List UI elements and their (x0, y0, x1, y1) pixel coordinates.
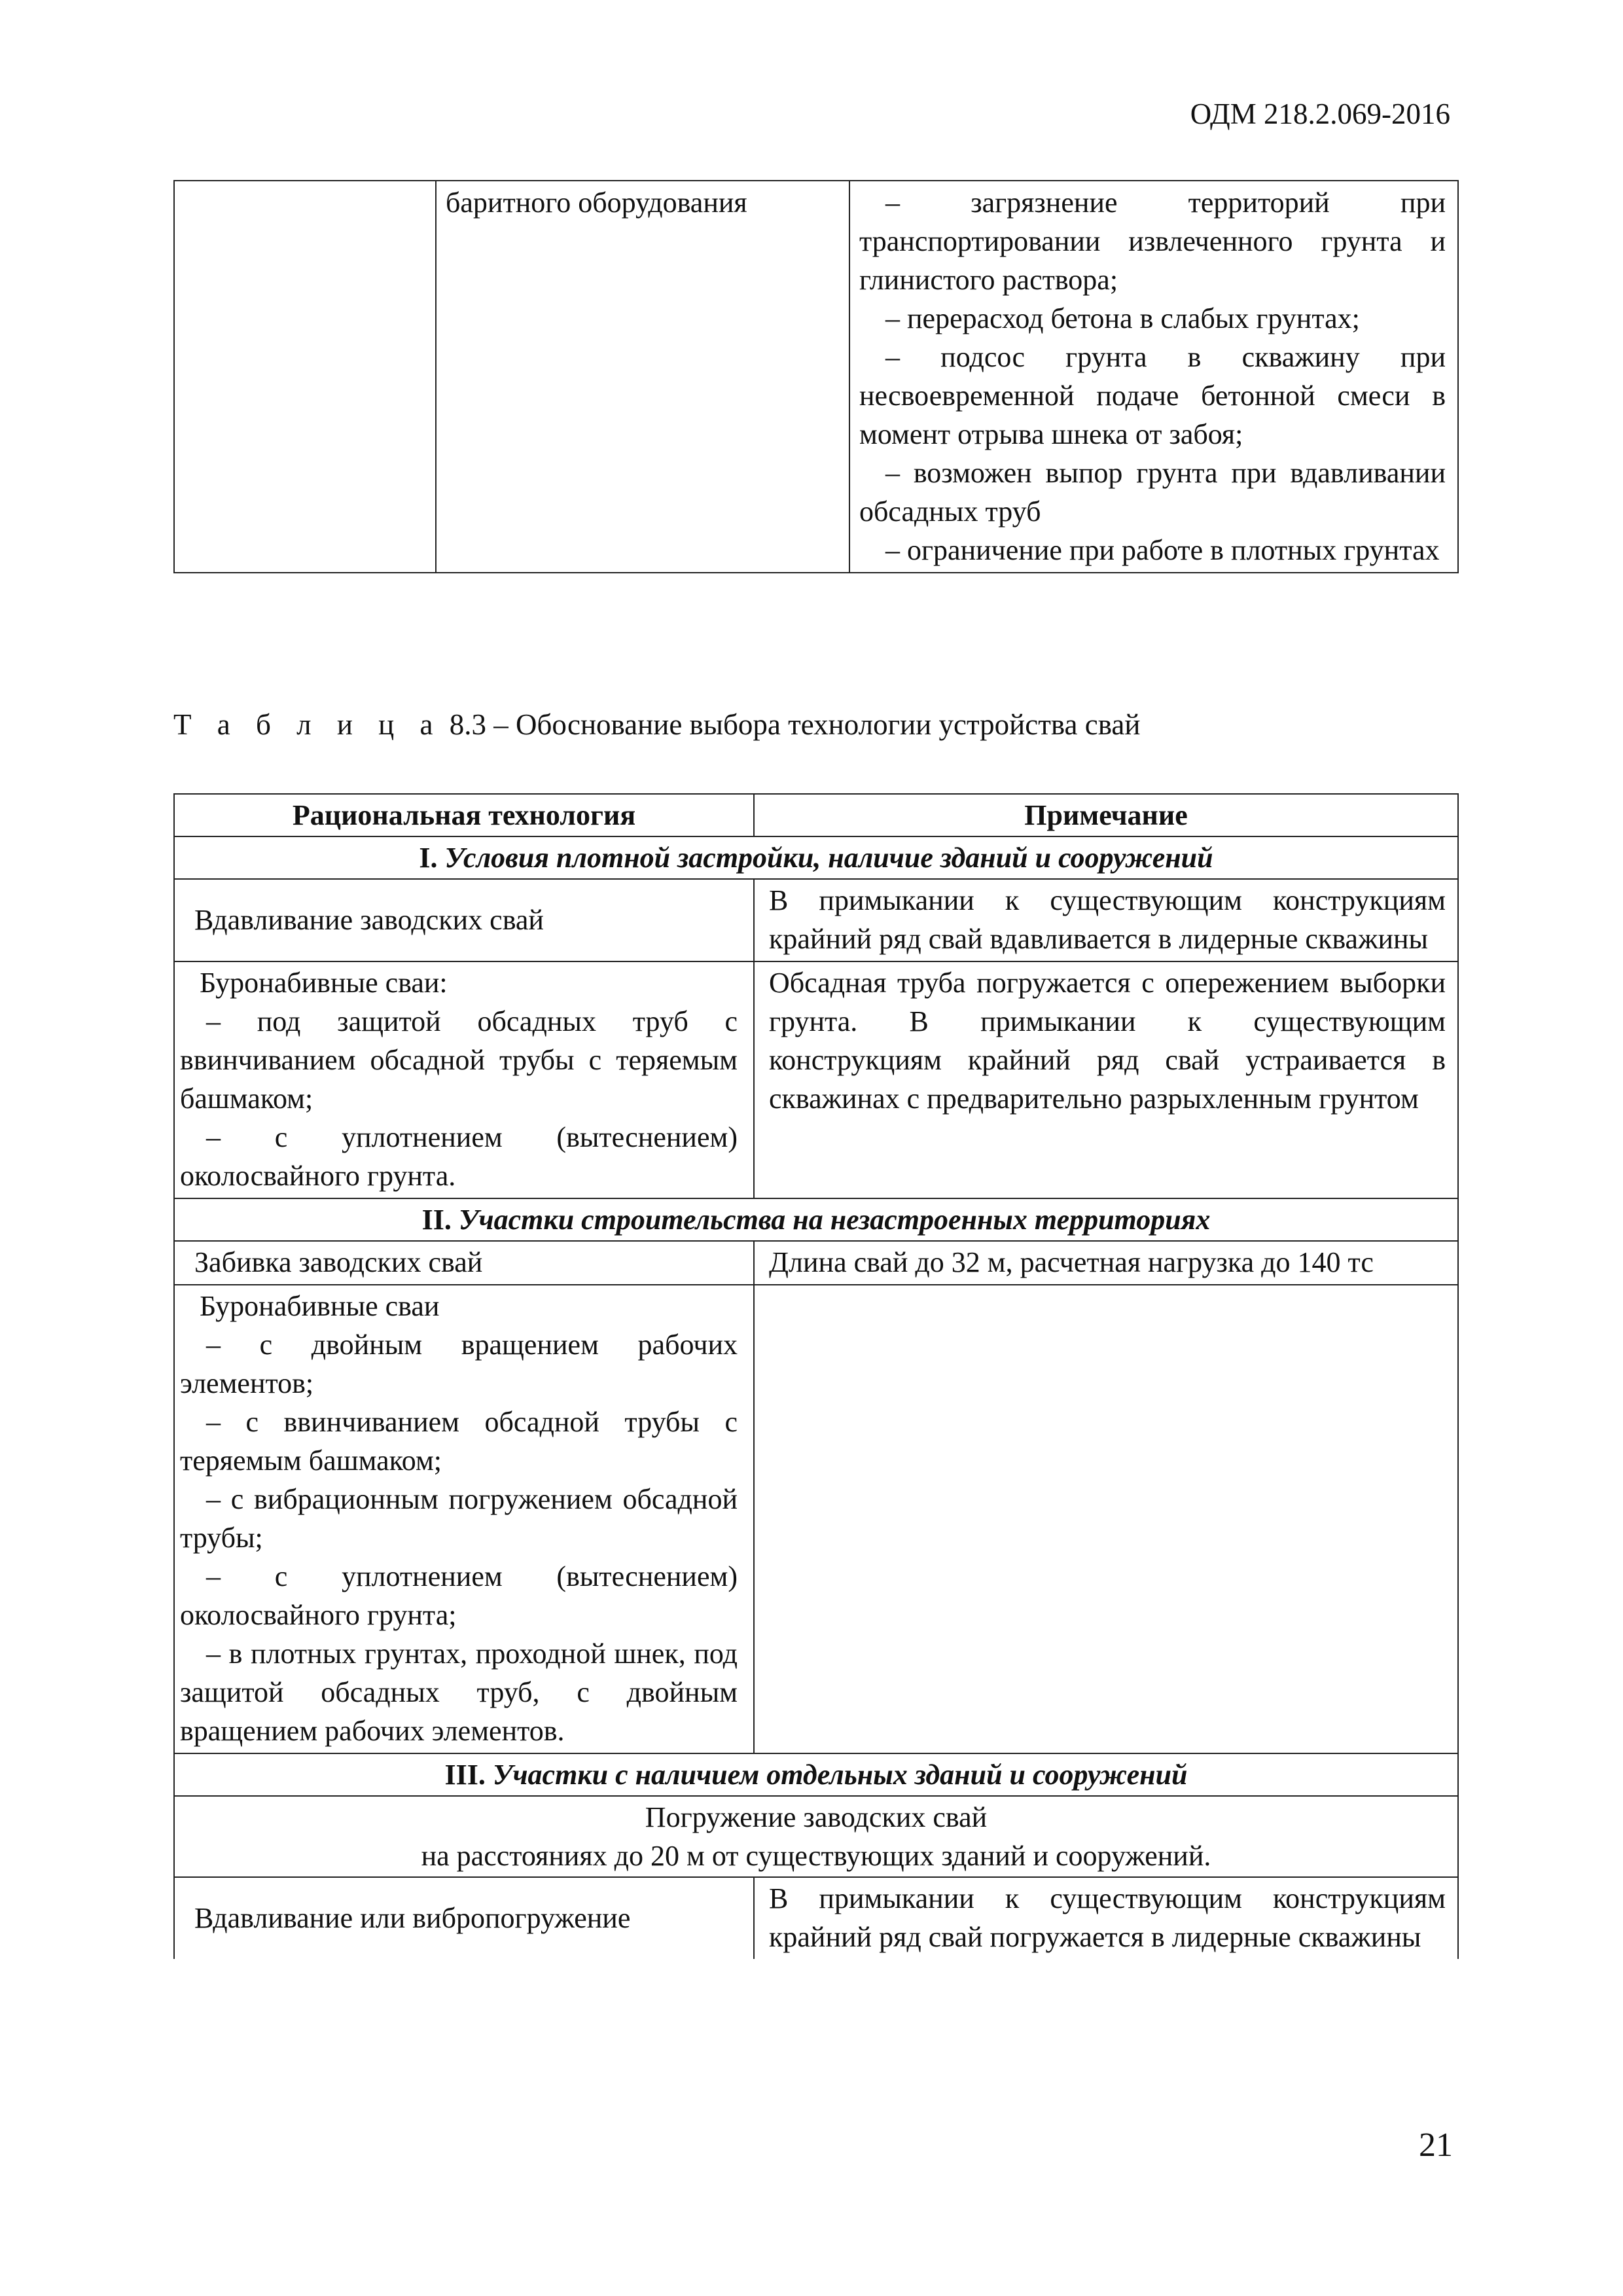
section-heading (174, 1198, 1458, 1241)
technology-cell: Вдавливание заводских свай (174, 879, 754, 961)
continued-table (173, 180, 1459, 573)
section-number: III. (444, 1759, 486, 1791)
table-header-row (174, 794, 1458, 836)
list-item: – загрязнение территорий при транспортировании извлеченного грунта и глинистого раствора; (859, 187, 1446, 296)
list-item: – под защитой обсадных труб с ввинчиванием обсадной трубы с теряемым башмаком; (180, 1005, 738, 1115)
caption-label: Т а б л и ц а (173, 708, 442, 741)
section-number: II. (421, 1204, 452, 1236)
section-title: Условия плотной застройки, наличие зданий и сооружений (437, 842, 1213, 874)
technology-cell: Забивка заводских свай (174, 1241, 754, 1285)
section-row (174, 836, 1458, 879)
section-heading (174, 1753, 1458, 1796)
page-number: 21 (1419, 2126, 1453, 2164)
list-item: – в плотных грунтах, проходной шнек, под защитой обсадных труб, с двойным вращением рабочих элементов. (180, 1638, 738, 1747)
note-cell (754, 1285, 1458, 1753)
table-row (174, 1241, 1458, 1285)
note-cell: В примыкании к существующим конструкциям крайний ряд свай вдавливается в лидерные скважины (754, 879, 1458, 961)
list-item: – с ввинчиванием обсадной трубы с теряемым башмаком; (180, 1406, 738, 1477)
piles-technology-table (173, 793, 1459, 1959)
list-item: – возможен выпор грунта при вдавливании обсадных труб (859, 457, 1446, 528)
section-title: Участки с наличием отдельных зданий и сооружений (485, 1759, 1188, 1791)
list-item: – с уплотнением (вытеснением) околосвайного грунта. (180, 1121, 738, 1192)
technology-title: Буронабивные сваи (200, 1290, 440, 1322)
table-cell (174, 181, 436, 573)
table-row (174, 1796, 1458, 1877)
table-row (174, 1285, 1458, 1753)
table-caption (173, 708, 1140, 742)
note-cell: Обсадная труба погружается с опережением выборки грунта. В примыкании к существующим конструкциям крайний ряд свай устраивается в скважинах с предварительно разрыхленным грунтом (754, 961, 1458, 1198)
column-header: Рациональная технология (174, 794, 754, 836)
section-row (174, 1753, 1458, 1796)
note-cell: В примыкании к существующим конструкциям крайний ряд свай погружается в лидерные скважины (754, 1877, 1458, 1959)
list-item: – подсос грунта в скважину при несвоевременной подаче бетонной смеси в момент отрыва шнека от забоя; (859, 341, 1446, 450)
list-item: – с двойным вращением рабочих элементов; (180, 1329, 738, 1399)
note-cell: Длина свай до 32 м, расчетная нагрузка до 140 тс (754, 1241, 1458, 1285)
merged-line: Погружение заводских свай (645, 1801, 988, 1833)
list-item: – с уплотнением (вытеснением) околосвайного грунта; (180, 1560, 738, 1631)
list-item: – перерасход бетона в слабых грунтах; (885, 302, 1360, 334)
caption-text: 8.3 – Обоснование выбора технологии устройства свай (442, 708, 1141, 741)
table-row (174, 879, 1458, 961)
section-number: I. (419, 842, 438, 874)
column-header: Примечание (754, 794, 1458, 836)
table-cell (849, 181, 1458, 573)
technology-cell (174, 1285, 754, 1753)
technology-title: Буронабивные сваи: (200, 967, 448, 999)
section-title: Участки строительства на незастроенных территориях (451, 1204, 1211, 1236)
table-row (174, 961, 1458, 1198)
table-row (174, 181, 1458, 573)
table-cell: баритного оборудования (436, 181, 849, 573)
merged-line: на расстояниях до 20 м от существующих зданий и сооружений. (421, 1840, 1211, 1872)
list-item: – ограничение при работе в плотных грунтах (885, 534, 1440, 566)
technology-cell (174, 961, 754, 1198)
merged-cell (174, 1796, 1458, 1877)
table-row (174, 1877, 1458, 1959)
section-row (174, 1198, 1458, 1241)
section-heading (174, 836, 1458, 879)
technology-cell: Вдавливание или вибропогружение (174, 1877, 754, 1959)
list-item: – с вибрационным погружением обсадной трубы; (180, 1483, 738, 1554)
document-code: ОДМ 218.2.069-2016 (1190, 98, 1450, 130)
